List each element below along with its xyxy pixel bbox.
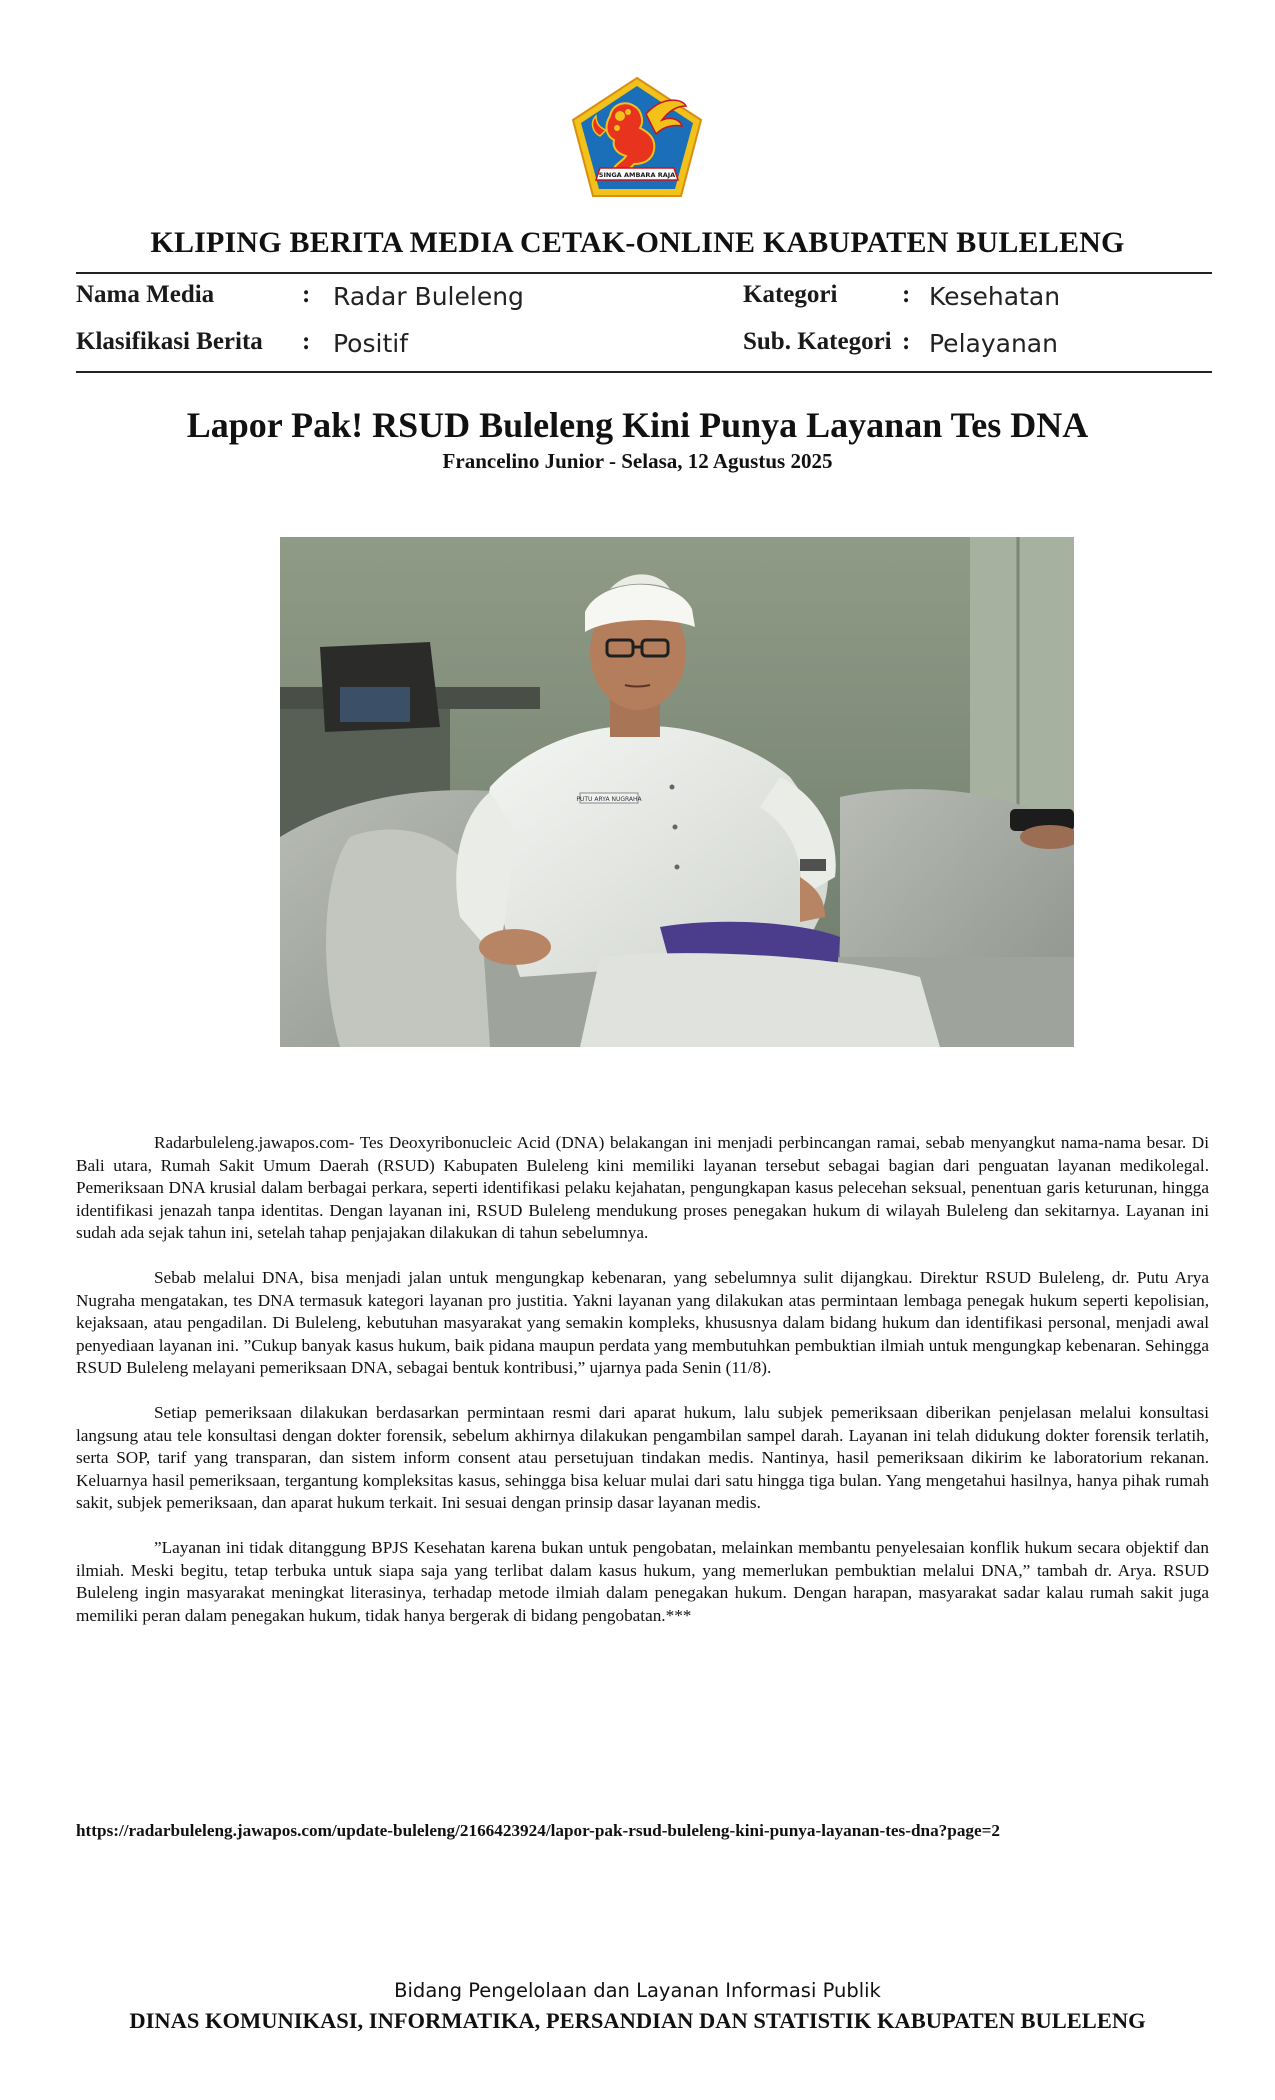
classification-colon: : — [302, 328, 311, 355]
logo-motto: SINGA AMBARA RAJA — [598, 171, 676, 179]
media-colon: : — [302, 281, 311, 308]
subcategory-label: Sub. Kategori — [743, 328, 892, 355]
article-body — [76, 1132, 1209, 1649]
category-colon: : — [902, 281, 911, 308]
kabupaten-buleleng-emblem-icon — [570, 76, 704, 198]
document-title: KLIPING BERITA MEDIA CETAK-ONLINE KABUPATEN BULELENG — [150, 226, 1125, 259]
media-value: Radar Buleleng — [333, 282, 524, 311]
emblem-graphic — [570, 76, 704, 198]
article-photo — [280, 537, 1074, 1047]
article-byline: Francelino Junior - Selasa, 12 Agustus 2025 — [442, 449, 833, 473]
classification-label: Klasifikasi Berita — [76, 328, 263, 355]
classification-value: Positif — [333, 329, 408, 358]
article-paragraph: Radarbuleleng.jawapos.com- Tes Deoxyribonucleic Acid (DNA) belakangan ini menjadi perbincangan ramai, sebab menyangkut nama-nama besar. Di Bali utara, Rumah Sakit Umum Daerah (RSUD) Kabupaten Buleleng kini memiliki layanan tersebut sebagai bagian dari penguatan layanan medikolegal. Pemeriksaan DNA krusial dalam berbagai perkara, seperti identifikasi pelaku kejahatan, pengungkapan kasus pelecehan seksual, penentuan garis keturunan, hingga identifikasi jenazah tanpa identitas. Dengan layanan ini, RSUD Buleleng mendukung proses penegakan hukum di wilayah Buleleng dan sekitarnya. Layanan ini sudah ada sejak tahun ini, setelah tahap penjajakan dilakukan di tahun sebelumnya. — [76, 1133, 1209, 1243]
media-label: Nama Media — [76, 281, 215, 308]
article-paragraph: Sebab melalui DNA, bisa menjadi jalan untuk mengungkap kebenaran, yang sebelumnya sulit dijangkau. Direktur RSUD Buleleng, dr. Putu Arya Nugraha mengatakan, tes DNA termasuk kategori layanan pro justitia. Yakni layanan yang dilakukan atas permintaan lembaga penegak hukum seperti kepolisian, kejaksaan, atau pengadilan. Di Buleleng, kebutuhan masyarakat yang semakin kompleks, khususnya dalam bidang hukum dan identifikasi personal, menjadi awal penyediaan layanan ini. ”Cukup banyak kasus hukum, baik pidana maupun perdata yang membutuhkan pembuktian ilmiah untuk mengungkap kebenaran. Sehingga RSUD Buleleng melayani pemeriksaan DNA, sebagai bentuk kontribusi,” ujarnya pada Senin (11/8). — [76, 1267, 1209, 1378]
header-divider-top — [76, 272, 1212, 274]
header-divider-bottom — [76, 371, 1212, 373]
photo-badge: PUTU ARYA NUGRAHA — [576, 796, 642, 803]
article-title: Lapor Pak! RSUD Buleleng Kini Punya Layanan Tes DNA — [186, 405, 1089, 445]
article-paragraph: ”Layanan ini tidak ditanggung BPJS Kesehatan karena bukan untuk pengobatan, melainkan membantu penyelesaian konflik hukum secara objektif dan ilmiah. Meski begitu, tetap terbuka untuk siapa saja yang terlibat dalam kasus hukum, yang memerlukan pembuktian melalui DNA,” tambah dr. Arya. RSUD Buleleng ingin masyarakat meningkat literasinya, terhadap metode ilmiah dalam penegakan hukum. Dengan harapan, masyarakat sadar kalau rumah sakit juga memiliki peran dalam penegakan hukum, tidak hanya bergerak di bidang pengobatan.*** — [76, 1537, 1209, 1625]
footer-agency: DINAS KOMUNIKASI, INFORMATIKA, PERSANDIAN DAN STATISTIK KABUPATEN BULELENG — [129, 2008, 1146, 2033]
category-label: Kategori — [743, 281, 838, 308]
article-photo-illustration — [280, 537, 1074, 1047]
subcategory-colon: : — [902, 328, 911, 355]
article-paragraph: Setiap pemeriksaan dilakukan berdasarkan permintaan resmi dari aparat hukum, lalu subjek pemeriksaan diberikan penjelasan melalui konsultasi langsung atau tele konsultasi dengan dokter forensik, sebelum akhirnya dilakukan pengambilan sampel darah. Layanan ini telah didukung dokter forensik terlatih, serta SOP, tarif yang transparan, dan sistem inform consent atau persetujuan tindakan medis. Nantinya, hasil pemeriksaan dikirim ke laboratorium rekanan. Keluarnya hasil pemeriksaan, tergantung kompleksitas kasus, sehingga bisa keluar mulai dari satu hingga tiga bulan. Yang mengetahui hasilnya, hanya pihak rumah sakit, subjek pemeriksaan, dan aparat hukum terkait. Ini sesuai dengan prinsip dasar layanan medis. — [76, 1402, 1209, 1513]
source-url-link[interactable]: https://radarbuleleng.jawapos.com/update-buleleng/2166423924/lapor-pak-rsud-buleleng-kini-punya-layanan-tes-dna?page=2 — [76, 1821, 1001, 1840]
footer-department: Bidang Pengelolaan dan Layanan Informasi Publik — [394, 1979, 881, 2002]
category-value: Kesehatan — [929, 282, 1061, 311]
subcategory-value: Pelayanan — [929, 329, 1058, 358]
